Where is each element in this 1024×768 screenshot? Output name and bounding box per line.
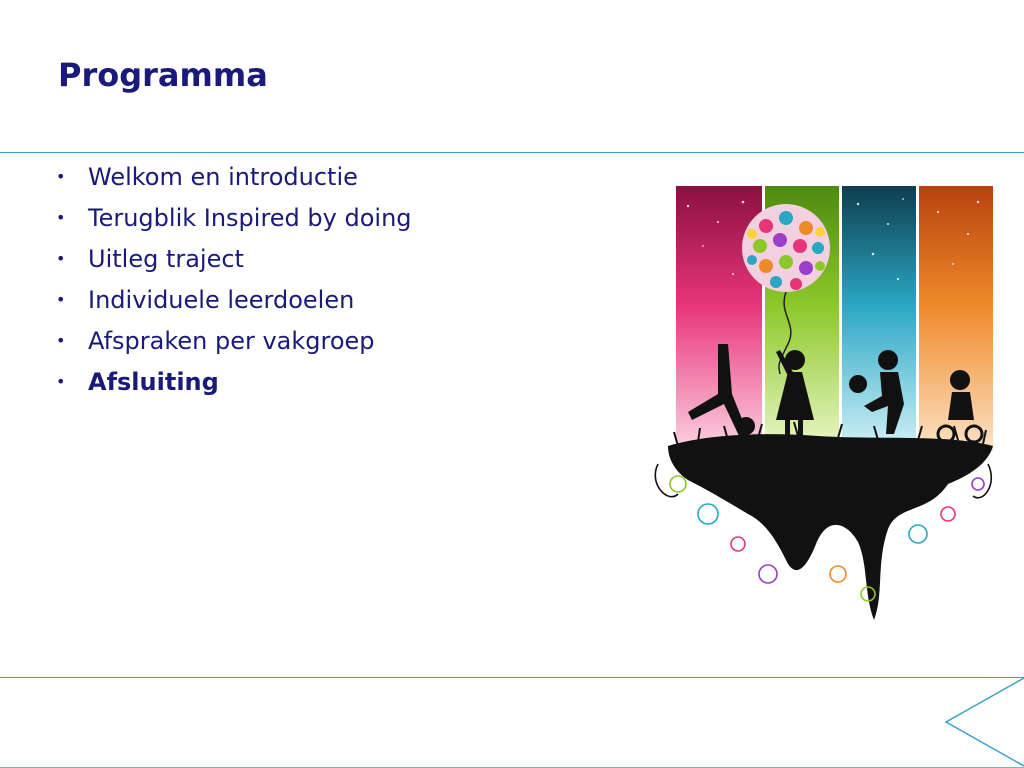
list-item-label: Welkom en introductie bbox=[88, 162, 358, 191]
list-item bbox=[56, 197, 412, 238]
footer-divider bbox=[0, 677, 1024, 678]
bullet-icon: • bbox=[56, 331, 66, 350]
list-item-label: Uitleg traject bbox=[88, 244, 244, 273]
bullet-icon: • bbox=[56, 167, 66, 186]
list-item bbox=[56, 279, 412, 320]
teal-stripe bbox=[842, 186, 916, 451]
list-item bbox=[56, 320, 412, 361]
agenda-list bbox=[56, 156, 412, 402]
list-item-label: Afsluiting bbox=[88, 367, 219, 396]
children-playing-illustration bbox=[648, 184, 998, 624]
slide-title: Programma bbox=[58, 56, 268, 94]
floating-island bbox=[668, 434, 993, 620]
list-item-label: Afspraken per vakgroep bbox=[88, 326, 375, 355]
chevron-left-icon bbox=[944, 676, 1024, 768]
bullet-icon: • bbox=[56, 249, 66, 268]
header-divider bbox=[0, 152, 1024, 153]
bullet-icon: • bbox=[56, 372, 66, 391]
list-item-label: Terugblik Inspired by doing bbox=[88, 203, 412, 232]
list-item bbox=[56, 238, 412, 279]
list-item-label: Individuele leerdoelen bbox=[88, 285, 355, 314]
bullet-icon: • bbox=[56, 290, 66, 309]
list-item bbox=[56, 156, 412, 197]
list-item bbox=[56, 361, 412, 402]
bullet-icon: • bbox=[56, 208, 66, 227]
